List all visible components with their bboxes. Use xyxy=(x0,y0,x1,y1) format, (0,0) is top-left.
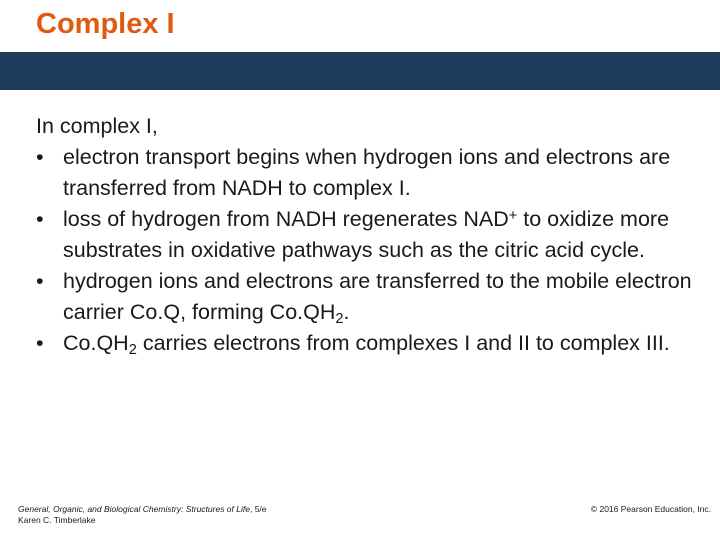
footer-edition: , 5/e xyxy=(249,504,267,514)
subscript-2: 2 xyxy=(128,342,137,359)
bullet-icon: • xyxy=(36,207,44,231)
bullet-list xyxy=(36,142,696,359)
bullet-text: Co.QH xyxy=(63,331,129,355)
footer-book-line xyxy=(18,504,267,515)
superscript-plus: + xyxy=(508,207,518,224)
footer-citation xyxy=(18,504,267,526)
bullet-icon: • xyxy=(36,145,44,169)
bullet-text: loss of hydrogen from NADH regenerates NAD xyxy=(63,207,509,231)
bullet-item-electron-transport xyxy=(36,142,696,204)
bullet-text-continued: carries electrons from complexes I and II to complex III. xyxy=(136,331,670,355)
bullet-icon: • xyxy=(36,269,44,293)
slide-title: Complex I xyxy=(36,8,175,40)
bullet-text: electron transport begins when hydrogen ions and electrons are transferred from NADH to complex I. xyxy=(63,145,671,200)
slide-body xyxy=(36,111,696,359)
bullet-text: hydrogen ions and electrons are transferred to the mobile electron carrier Co.Q, forming Co.QH xyxy=(63,269,692,324)
footer-author: Karen C. Timberlake xyxy=(18,515,96,525)
bullet-item-coqh2-carries xyxy=(36,328,696,359)
footer-copyright: © 2016 Pearson Education, Inc. xyxy=(590,504,711,514)
intro-text: In complex I, xyxy=(36,114,158,138)
footer-book-title: General, Organic, and Biological Chemistry: Structures of Life xyxy=(18,504,250,514)
bullet-text-continued: to oxidize more substrates in oxidative pathways such as the citric acid cycle. xyxy=(63,207,670,262)
bullet-icon: • xyxy=(36,331,44,355)
bullet-item-nad-regeneration xyxy=(36,204,696,266)
subscript-2: 2 xyxy=(335,311,344,328)
header-band xyxy=(0,52,720,90)
bullet-text-continued: . xyxy=(343,300,350,324)
bullet-item-coq-carrier xyxy=(36,266,696,328)
